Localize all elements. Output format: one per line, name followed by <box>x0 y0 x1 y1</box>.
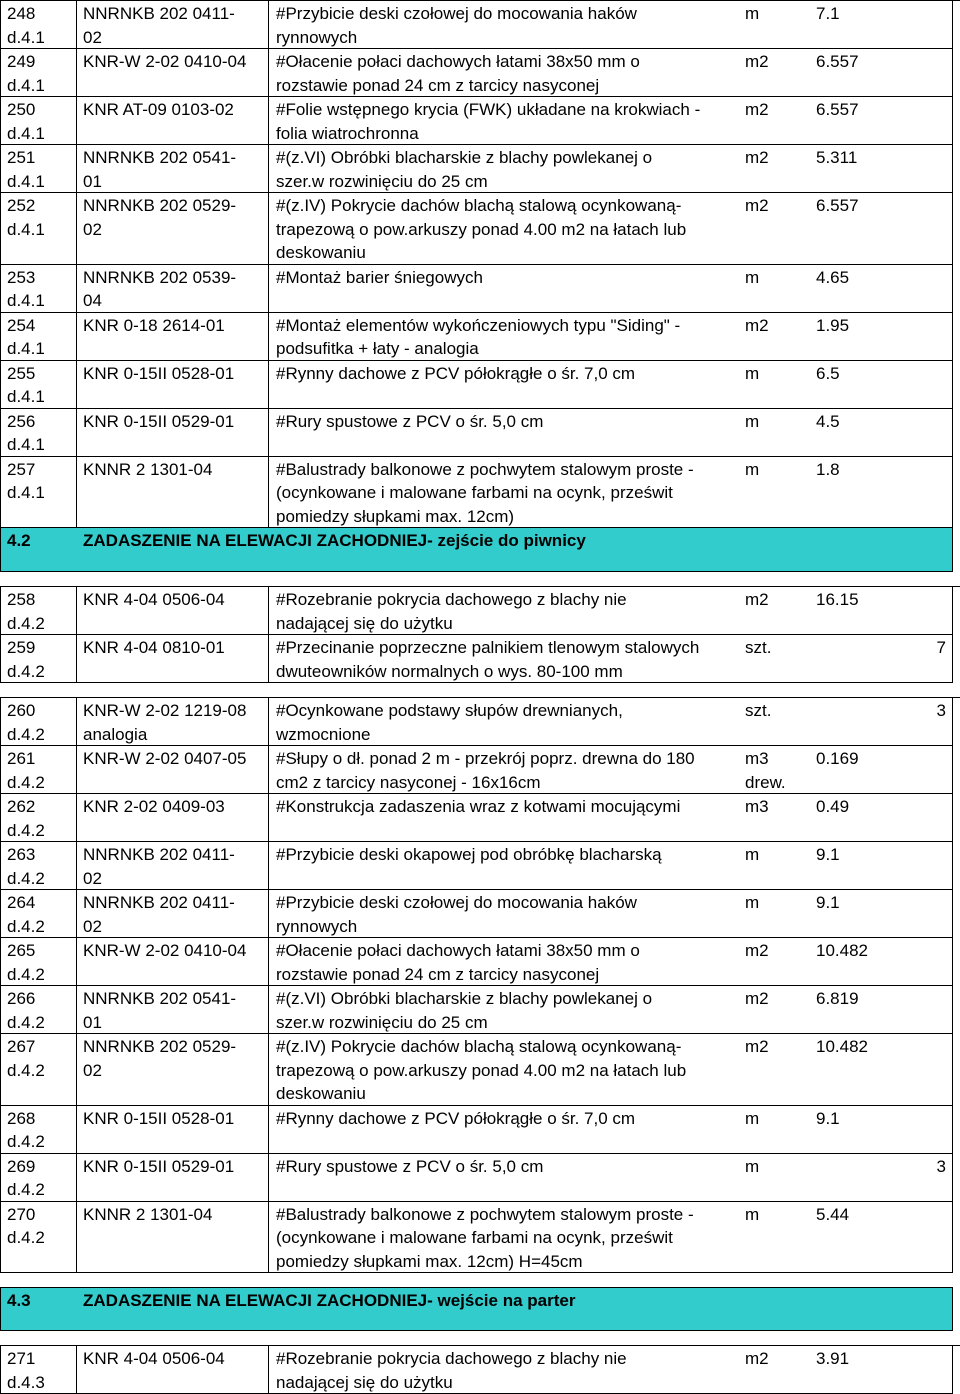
item-description: #Ołacenie połaci dachowych łatami 38x50 mm o rozstawie ponad 24 cm z tarcicy nasyconej <box>276 52 640 95</box>
item-description: #Rury spustowe z PCV o śr. 5,0 cm <box>276 1156 544 1176</box>
item-number: 268 d.4.2 <box>7 1108 45 1151</box>
item-description: #Słupy o dł. ponad 2 m - przekrój poprz. drewna do 180 cm2 z tarcicy nasyconej - 16x16cm <box>276 749 695 792</box>
norm-code: KNR-W 2-02 1219-08 analogia <box>83 701 247 744</box>
unit: m <box>745 893 760 912</box>
item-number: 254 d.4.1 <box>7 315 45 358</box>
quantity: 4.65 <box>816 267 850 287</box>
items-group-4-3 <box>0 1345 960 1394</box>
item-number: 270 d.4.2 <box>7 1204 45 1247</box>
quantity: 6.557 <box>816 100 859 119</box>
item-number: 265 d.4.2 <box>7 941 45 984</box>
item-number: 261 d.4.2 <box>7 749 45 792</box>
item-number: 252 d.4.1 <box>7 196 45 239</box>
norm-code: NNRNKB 202 0411- 02 <box>83 4 235 47</box>
unit: m <box>745 411 760 431</box>
table-row <box>0 361 953 409</box>
item-description: #Przecinanie poprzeczne palnikiem tlenowym stalowych dwuteowników normalnych o wys. 80-100 mm <box>276 638 700 681</box>
table-row <box>0 1106 953 1154</box>
item-description: #Rozebranie pokrycia dachowego z blachy nie nadającej się do użytku <box>276 1349 627 1392</box>
quantity: 4.5 <box>816 411 840 431</box>
item-number: 271 d.4.3 <box>7 1349 45 1392</box>
item-number: 257 d.4.1 <box>7 459 45 502</box>
table-row <box>0 97 953 145</box>
table-row <box>0 635 953 683</box>
unit: m2 <box>745 315 769 335</box>
section-number: 4.3 <box>7 1291 31 1310</box>
quantity: 10.482 <box>816 941 868 960</box>
norm-code: KNR 0-15II 0528-01 <box>83 363 235 383</box>
norm-code: KNR 0-15II 0528-01 <box>83 1108 235 1128</box>
item-description: #Konstrukcja zadaszenia wraz z kotwami mocującymi <box>276 797 681 816</box>
table-row <box>0 986 953 1034</box>
table-row <box>0 409 953 457</box>
quantity: 9.1 <box>816 845 840 864</box>
item-description: #Rynny dachowe z PCV półokrągłe o śr. 7,0 cm <box>276 363 636 383</box>
quantity: 5.311 <box>816 148 858 167</box>
quantity: 0.49 <box>816 797 850 816</box>
item-description: #Rynny dachowe z PCV półokrągłe o śr. 7,0 cm <box>276 1108 636 1128</box>
table-row <box>0 265 953 313</box>
table-row <box>0 313 953 361</box>
table-row <box>0 746 953 794</box>
section-title: ZADASZENIE NA ELEWACJI ZACHODNIEJ- zejście do piwnicy <box>83 531 586 550</box>
item-description: #Montaż barier śniegowych <box>276 267 483 287</box>
item-number: 269 d.4.2 <box>7 1156 45 1199</box>
unit: szt. <box>745 638 772 657</box>
norm-code: KNR-W 2-02 0410-04 <box>83 941 247 960</box>
norm-code: KNR 4-04 0506-04 <box>83 1349 225 1368</box>
quantity: 7.1 <box>816 4 840 23</box>
section-title: ZADASZENIE NA ELEWACJI ZACHODNIEJ- wejście na parter <box>83 1291 576 1310</box>
item-number: 250 d.4.1 <box>7 100 45 143</box>
quantity: 10.482 <box>816 1037 868 1056</box>
norm-code: KNR-W 2-02 0407-05 <box>83 749 247 768</box>
table-row <box>0 1 953 49</box>
table-row <box>0 457 953 529</box>
quantity: 3 <box>936 1156 946 1176</box>
norm-code: NNRNKB 202 0541- 01 <box>83 148 237 191</box>
table-row <box>0 193 953 265</box>
unit: m2 <box>745 941 769 960</box>
item-description: #Ocynkowane podstawy słupów drewnianych, wzmocnione <box>276 701 623 744</box>
item-description: #Montaż elementów wykończeniowych typu "Siding" - podsufitka + łaty - analogia <box>276 315 681 358</box>
quantity: 0.169 <box>816 749 859 768</box>
item-description: #Balustrady balkonowe z pochwytem stalowym proste - (ocynkowane i malowane farbami na ocynk, prześwit pomiedzy słupkami max. 12cm) <box>276 459 694 526</box>
unit: m <box>745 845 760 864</box>
norm-code: KNR 0-18 2614-01 <box>83 315 225 335</box>
norm-code: KNR 4-04 0506-04 <box>83 590 225 609</box>
table-row <box>0 698 953 746</box>
item-number: 253 d.4.1 <box>7 267 45 310</box>
table-row <box>0 1202 953 1274</box>
norm-code: KNNR 2 1301-04 <box>83 459 213 479</box>
norm-code: KNNR 2 1301-04 <box>83 1204 213 1224</box>
quantity: 5.44 <box>816 1204 850 1224</box>
table-row <box>0 1346 953 1394</box>
item-number: 264 d.4.2 <box>7 893 45 936</box>
item-number: 262 d.4.2 <box>7 797 45 840</box>
unit: m2 <box>745 148 769 167</box>
norm-code: NNRNKB 202 0541- 01 <box>83 989 237 1032</box>
norm-code: KNR 0-15II 0529-01 <box>83 411 235 431</box>
quantity: 6.819 <box>816 989 859 1008</box>
item-description: #Przybicie deski czołowej do mocowania haków rynnowych <box>276 893 637 936</box>
quantity: 6.5 <box>816 363 840 383</box>
unit: m <box>745 1156 760 1176</box>
norm-code: KNR 2-02 0409-03 <box>83 797 225 816</box>
item-number: 258 d.4.2 <box>7 590 45 633</box>
norm-code: NNRNKB 202 0529- 02 <box>83 1037 237 1080</box>
item-description: #Balustrady balkonowe z pochwytem stalowym proste - (ocynkowane i malowane farbami na ocynk, prześwit pomiedzy słupkami max. 12cm) H=45cm <box>276 1204 694 1271</box>
unit: m <box>745 4 760 23</box>
unit: m <box>745 267 760 287</box>
unit: szt. <box>745 701 772 720</box>
table-row <box>0 587 953 635</box>
quantity: 3.91 <box>816 1349 850 1368</box>
item-number: 266 d.4.2 <box>7 989 45 1032</box>
item-number: 249 d.4.1 <box>7 52 45 95</box>
item-number: 256 d.4.1 <box>7 411 45 454</box>
item-description: #Przybicie deski czołowej do mocowania haków rynnowych <box>276 4 637 47</box>
item-description: #Rozebranie pokrycia dachowego z blachy nie nadającej się do użytku <box>276 590 627 633</box>
quantity: 16.15 <box>816 590 859 609</box>
item-description: #Ołacenie połaci dachowych łatami 38x50 mm o rozstawie ponad 24 cm z tarcicy nasyconej <box>276 941 640 984</box>
unit: m2 <box>745 196 769 215</box>
table-row <box>0 1034 953 1106</box>
norm-code: NNRNKB 202 0411- 02 <box>83 893 235 936</box>
quantity: 9.1 <box>816 1108 840 1128</box>
item-number: 260 d.4.2 <box>7 701 45 744</box>
items-group-4-2b <box>0 697 960 1273</box>
unit: m2 <box>745 52 769 71</box>
norm-code: KNR 4-04 0810-01 <box>83 638 225 657</box>
item-number: 263 d.4.2 <box>7 845 45 888</box>
unit: m <box>745 363 760 383</box>
items-group-4-1 <box>0 0 960 528</box>
quantity: 3 <box>936 701 946 720</box>
unit: m <box>745 1108 760 1128</box>
table-row <box>0 938 953 986</box>
section-number: 4.2 <box>7 531 31 550</box>
item-description: #Folie wstępnego krycia (FWK) układane na krokwiach - folia wiatrochronna <box>276 100 701 143</box>
norm-code: KNR 0-15II 0529-01 <box>83 1156 235 1176</box>
quantity: 1.95 <box>816 315 850 335</box>
table-row <box>0 1154 953 1202</box>
item-description: #(z.VI) Obróbki blacharskie z blachy powlekanej o szer.w rozwinięciu do 25 cm <box>276 148 653 191</box>
unit: m2 <box>745 100 769 119</box>
quantity: 6.557 <box>816 196 859 215</box>
quantity: 9.1 <box>816 893 840 912</box>
table-row <box>0 49 953 97</box>
item-number: 255 d.4.1 <box>7 363 45 406</box>
table-row <box>0 890 953 938</box>
unit: m2 <box>745 1037 769 1056</box>
quantity: 6.557 <box>816 52 859 71</box>
item-number: 251 d.4.1 <box>7 148 45 191</box>
item-number: 248 d.4.1 <box>7 4 45 47</box>
item-description: #(z.IV) Pokrycie dachów blachą stalową ocynkowaną- trapezową o pow.arkuszy ponad 4.00 m2 na łatach lub deskowaniu <box>276 196 687 262</box>
unit: m <box>745 459 760 479</box>
norm-code: NNRNKB 202 0411- 02 <box>83 845 235 888</box>
table-row <box>0 794 953 842</box>
items-group-4-2a <box>0 586 960 683</box>
unit: m3 drew. <box>745 749 786 792</box>
unit: m2 <box>745 590 769 609</box>
item-description: #Rury spustowe z PCV o śr. 5,0 cm <box>276 411 544 431</box>
section-header-4-3 <box>0 1287 953 1331</box>
section-header-4-2 <box>0 528 953 572</box>
table-row <box>0 145 953 193</box>
norm-code: KNR-W 2-02 0410-04 <box>83 52 247 71</box>
unit: m2 <box>745 989 769 1008</box>
quantity: 1.8 <box>816 459 840 479</box>
item-description: #(z.VI) Obróbki blacharskie z blachy powlekanej o szer.w rozwinięciu do 25 cm <box>276 989 653 1032</box>
unit: m2 <box>745 1349 769 1368</box>
item-description: #(z.IV) Pokrycie dachów blachą stalową ocynkowaną- trapezową o pow.arkuszy ponad 4.00 m2 na łatach lub deskowaniu <box>276 1037 687 1103</box>
table-row <box>0 842 953 890</box>
norm-code: NNRNKB 202 0529- 02 <box>83 196 237 239</box>
item-number: 259 d.4.2 <box>7 638 45 681</box>
quantity: 7 <box>936 638 946 657</box>
item-description: #Przybicie deski okapowej pod obróbkę blacharską <box>276 845 662 864</box>
norm-code: KNR AT-09 0103-02 <box>83 100 234 119</box>
item-number: 267 d.4.2 <box>7 1037 45 1080</box>
unit: m3 <box>745 797 769 816</box>
unit: m <box>745 1204 760 1224</box>
norm-code: NNRNKB 202 0539- 04 <box>83 267 237 310</box>
